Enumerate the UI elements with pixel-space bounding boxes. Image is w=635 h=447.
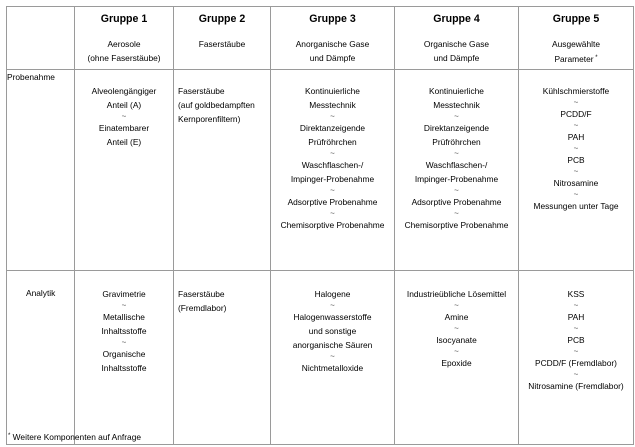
text-line: Organische Gase [423, 39, 490, 49]
text-line: Alveolengängiger [91, 86, 157, 96]
cell-content [75, 70, 173, 149]
text-line: Ausgewählte [552, 39, 600, 49]
cell-probenahme-group-1 [75, 70, 174, 271]
text-line: und Dämpfe [433, 53, 480, 63]
text-line: PAH [567, 132, 585, 142]
separator-mark: ~ [573, 167, 579, 176]
row-label: Analytik [7, 271, 75, 445]
text-line: Halogene [314, 289, 351, 299]
footnote-marker: * [593, 55, 598, 61]
group-title: Gruppe 3 [309, 13, 356, 25]
group-title: Gruppe 1 [100, 13, 148, 25]
text-line: Faserstäube [198, 39, 246, 49]
separator-mark: ~ [454, 186, 459, 195]
text-line: Inhaltsstoffe [101, 363, 147, 373]
separator-mark: ~ [573, 98, 579, 107]
separator-mark: ~ [454, 149, 459, 158]
header-row [7, 7, 634, 70]
text-line: Impinger-Probenahme [290, 174, 375, 184]
text-line: anorganische Säuren [292, 340, 373, 350]
separator-mark: ~ [121, 338, 127, 347]
text-line: Faserstäube [178, 289, 225, 299]
text-line: PCB [567, 335, 585, 345]
header-cell-group-4 [395, 7, 519, 70]
separator-mark: ~ [330, 186, 335, 195]
text-line: Direktanzeigende [423, 123, 490, 133]
text-line: Gravimetrie [102, 289, 146, 299]
group-description [395, 37, 518, 65]
text-line: (ohne Faserstäube) [87, 53, 161, 63]
text-line: PAH [567, 312, 585, 322]
text-line: Kühlschmierstoffe [542, 86, 610, 96]
text-line: Isocyanate [436, 335, 477, 345]
cell-analytik-group-2 [174, 271, 271, 445]
text-line: Inhaltsstoffe [101, 326, 147, 336]
text-line: KSS [567, 289, 585, 299]
row-analytik [7, 271, 634, 445]
text-line: Anteil (E) [106, 137, 142, 147]
footnote [8, 430, 141, 443]
separator-mark: ~ [121, 301, 127, 310]
text-line: Halogenwasserstoffe [293, 312, 372, 322]
text-line: Nitrosamine (Fremdlabor) [528, 381, 624, 391]
group-description [271, 37, 394, 65]
text-line: Industrieübliche Lösemittel [406, 289, 507, 299]
separator-mark: ~ [454, 324, 459, 333]
cell-content [75, 271, 173, 375]
footnote-text: Weitere Komponenten auf Anfrage [12, 432, 142, 442]
row-probenahme [7, 70, 634, 271]
cell-content [519, 70, 633, 213]
text-line: Anorganische Gase [295, 39, 370, 49]
text-line: Prüfröhrchen [308, 137, 357, 147]
header-cell-group-3 [271, 7, 395, 70]
cell-probenahme-group-5 [519, 70, 634, 271]
header-cell-group-1 [75, 7, 174, 70]
group-description [75, 37, 173, 65]
text-line: PCB [567, 155, 585, 165]
cell-probenahme-group-4 [395, 70, 519, 271]
separator-mark: ~ [454, 112, 459, 121]
text-line: und sonstige [308, 326, 357, 336]
text-line: Parameter * [554, 54, 598, 64]
separator-mark: ~ [573, 121, 579, 130]
text-line: Messungen unter Tage [533, 201, 619, 211]
text-line: Adsorptive Probenahme [411, 197, 502, 207]
cell-content [174, 70, 270, 126]
text-line: Einatembarer [98, 123, 150, 133]
text-line: Chemisorptive Probenahme [404, 220, 509, 230]
header-cell-group-2 [174, 7, 271, 70]
separator-mark: ~ [573, 324, 579, 333]
separator-mark: ~ [573, 144, 579, 153]
separator-mark: ~ [454, 347, 459, 356]
text-line: Chemisorptive Probenahme [280, 220, 385, 230]
separator-mark: ~ [573, 370, 579, 379]
separator-mark: ~ [573, 301, 579, 310]
separator-mark: ~ [330, 149, 335, 158]
text-line: PCDD/F [560, 109, 592, 119]
text-line: Waschflaschen-/ [425, 160, 488, 170]
text-line: (auf goldbedampften [178, 100, 255, 110]
text-line: Kernporenfiltern) [178, 114, 241, 124]
text-line: Aerosole [107, 39, 141, 49]
text-line: Nitrosamine [553, 178, 599, 188]
footnote-marker: * [8, 433, 11, 439]
text-line: Waschflaschen-/ [301, 160, 364, 170]
separator-mark: ~ [330, 352, 335, 361]
text-line: Prüfröhrchen [432, 137, 481, 147]
cell-content [519, 271, 633, 393]
cell-content [395, 271, 518, 370]
text-line: Messtechnik [433, 100, 480, 110]
corner-cell [7, 7, 75, 70]
text-line: Amine [444, 312, 469, 322]
cell-probenahme-group-3 [271, 70, 395, 271]
separator-mark: ~ [454, 301, 459, 310]
measurement-groups-table [6, 6, 634, 445]
text-line: Anteil (A) [106, 100, 142, 110]
text-line: PCDD/F (Fremdlabor) [535, 358, 617, 368]
text-line: Epoxide [441, 358, 472, 368]
separator-mark: ~ [330, 301, 335, 310]
separator-mark: ~ [330, 209, 335, 218]
text-line: Kontinuierliche [305, 86, 360, 96]
separator-mark: ~ [573, 347, 579, 356]
text-line: Faserstäube [178, 86, 225, 96]
text-line: Direktanzeigende [299, 123, 366, 133]
text-line: und Dämpfe [309, 53, 356, 63]
cell-content [395, 70, 518, 232]
text-line: Organische [102, 349, 146, 359]
separator-mark: ~ [121, 112, 127, 121]
cell-content [174, 271, 270, 315]
text-line: Adsorptive Probenahme [287, 197, 378, 207]
cell-content [271, 70, 394, 232]
group-title: Gruppe 2 [198, 13, 246, 25]
cell-probenahme-group-2 [174, 70, 271, 271]
separator-mark: ~ [573, 190, 579, 199]
cell-analytik-group-5 [519, 271, 634, 445]
cell-content [271, 271, 394, 375]
separator-mark: ~ [330, 112, 335, 121]
header-cell-group-5 [519, 7, 634, 70]
text-line: Messtechnik [309, 100, 356, 110]
text-line: Impinger-Probenahme [414, 174, 499, 184]
text-line: Nichtmetalloxide [301, 363, 364, 373]
cell-analytik-group-4 [395, 271, 519, 445]
text-line: Kontinuierliche [429, 86, 484, 96]
text-line: (Fremdlabor) [178, 303, 227, 313]
group-description [174, 37, 270, 51]
group-title: Gruppe 4 [433, 13, 480, 25]
text-line: Metallische [103, 312, 145, 322]
group-description [519, 37, 633, 66]
separator-mark: ~ [454, 209, 459, 218]
group-title: Gruppe 5 [552, 13, 600, 25]
cell-analytik-group-1 [75, 271, 174, 445]
row-label: Probenahme [7, 70, 75, 271]
cell-analytik-group-3 [271, 271, 395, 445]
